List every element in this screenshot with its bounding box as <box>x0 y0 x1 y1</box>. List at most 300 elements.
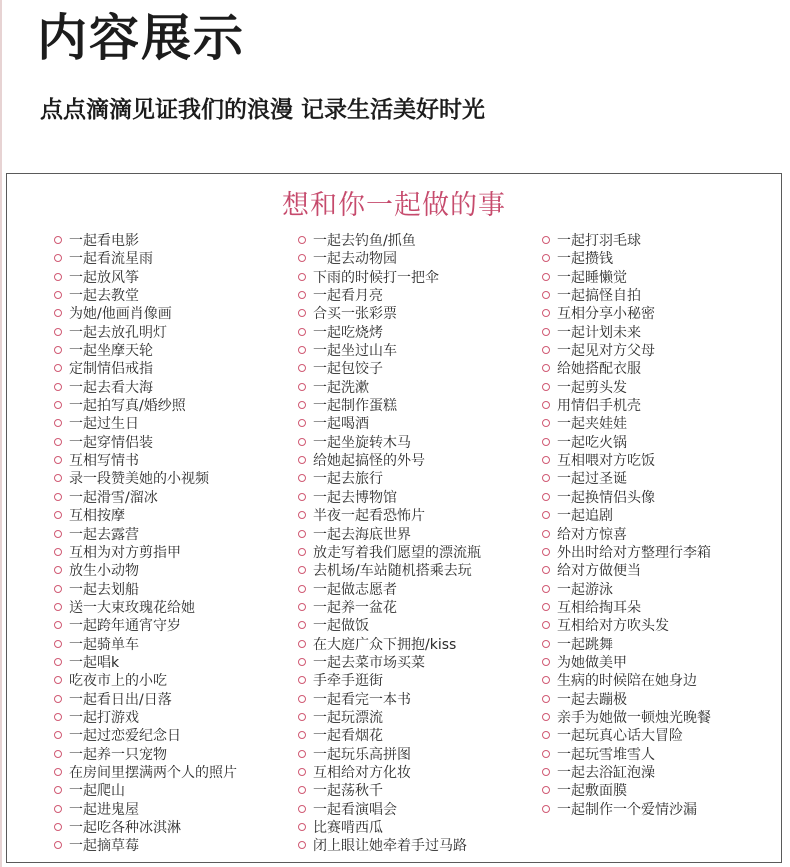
wish-list-item <box>54 305 237 323</box>
wish-item-text: 一起看流星雨 <box>69 251 153 268</box>
wish-item-text: 一起去旅行 <box>313 471 383 488</box>
circle-bullet-icon <box>298 474 306 482</box>
circle-bullet-icon <box>298 273 306 281</box>
wish-item-text: 半夜一起看恐怖片 <box>313 508 425 525</box>
wish-list-item <box>54 434 237 452</box>
circle-bullet-icon <box>54 291 62 299</box>
wish-list-item <box>542 470 711 488</box>
wish-list-item <box>542 691 711 709</box>
wish-list-item <box>542 617 711 635</box>
wish-item-text: 一起养一只宠物 <box>69 746 167 763</box>
wish-list-item <box>542 581 711 599</box>
wish-list-item <box>54 452 237 470</box>
wish-item-text: 一起包饺子 <box>313 361 383 378</box>
wish-item-text: 一起去划船 <box>69 581 139 598</box>
wish-item-text: 一起去海底世界 <box>313 526 411 543</box>
circle-bullet-icon <box>54 640 62 648</box>
page-title: 内容展示 <box>37 9 245 67</box>
circle-bullet-icon <box>54 603 62 611</box>
wish-list-item <box>298 287 481 305</box>
circle-bullet-icon <box>54 383 62 391</box>
wish-list-item <box>542 305 711 323</box>
circle-bullet-icon <box>54 621 62 629</box>
card-title: 想和你一起做的事 <box>282 190 506 221</box>
wish-item-text: 一起攒钱 <box>557 251 613 268</box>
wish-item-text: 一起去钓鱼/抓鱼 <box>313 233 416 249</box>
wish-item-text: 一起进鬼屋 <box>69 801 139 818</box>
circle-bullet-icon <box>542 786 550 794</box>
circle-bullet-icon <box>542 474 550 482</box>
wish-item-text: 一起坐摩天轮 <box>69 343 153 360</box>
circle-bullet-icon <box>542 768 550 776</box>
circle-bullet-icon <box>54 328 62 336</box>
wish-item-text: 生病的时候陪在她身边 <box>557 673 697 690</box>
circle-bullet-icon <box>54 493 62 501</box>
circle-bullet-icon <box>542 309 550 317</box>
wish-item-text: 一起跨年通宵守岁 <box>69 618 181 635</box>
circle-bullet-icon <box>542 346 550 354</box>
wish-list-item <box>298 727 481 745</box>
wish-list-item <box>542 360 711 378</box>
circle-bullet-icon <box>298 401 306 409</box>
circle-bullet-icon <box>542 383 550 391</box>
wish-list-item <box>298 507 481 525</box>
page-subtitle: 点点滴滴见证我们的浪漫 记录生活美好时光 <box>40 97 486 123</box>
circle-bullet-icon <box>542 530 550 538</box>
circle-bullet-icon <box>298 511 306 519</box>
circle-bullet-icon <box>542 328 550 336</box>
wish-list-item <box>542 269 711 287</box>
wish-list-item <box>54 379 237 397</box>
circle-bullet-icon <box>298 309 306 317</box>
circle-bullet-icon <box>298 805 306 813</box>
wish-item-text: 一起过恋爱纪念日 <box>69 728 181 745</box>
wish-list-item <box>54 746 237 764</box>
wish-list-item <box>298 581 481 599</box>
wish-list-item <box>298 342 481 360</box>
wish-item-text: 互相按摩 <box>69 508 125 525</box>
circle-bullet-icon <box>298 621 306 629</box>
wish-item-text: 一起去放孔明灯 <box>69 324 167 341</box>
wish-item-text: 互相写情书 <box>69 453 139 470</box>
wish-item-text: 去机场/车站随机搭乘去玩 <box>313 563 472 580</box>
wish-item-text: 互相分享小秘密 <box>557 306 655 323</box>
wish-item-text: 一起去菜市场买菜 <box>313 654 425 671</box>
circle-bullet-icon <box>54 438 62 446</box>
wish-item-text: 给对方做便当 <box>557 563 641 580</box>
circle-bullet-icon <box>54 768 62 776</box>
wish-list-item <box>298 397 481 415</box>
wish-list-item <box>542 324 711 342</box>
wish-list-item <box>298 544 481 562</box>
wish-column-2 <box>298 232 481 856</box>
circle-bullet-icon <box>298 419 306 427</box>
wish-item-text: 为她/他画肖像画 <box>69 306 172 323</box>
circle-bullet-icon <box>298 254 306 262</box>
wish-item-text: 一起看日出/日落 <box>69 691 172 708</box>
wish-item-text: 一起打羽毛球 <box>557 233 641 249</box>
wish-item-text: 互相为对方剪指甲 <box>69 544 181 561</box>
wish-item-text: 给她搭配衣服 <box>557 361 641 378</box>
wish-list-item <box>54 287 237 305</box>
wish-item-text: 放走写着我们愿望的漂流瓶 <box>313 544 481 561</box>
wish-list-item <box>298 801 481 819</box>
wish-list-item <box>298 324 481 342</box>
circle-bullet-icon <box>298 640 306 648</box>
circle-bullet-icon <box>298 346 306 354</box>
circle-bullet-icon <box>54 731 62 739</box>
wish-list-item <box>298 489 481 507</box>
wish-list-item <box>542 672 711 690</box>
wish-list-item <box>54 709 237 727</box>
circle-bullet-icon <box>542 511 550 519</box>
circle-bullet-icon <box>54 273 62 281</box>
circle-bullet-icon <box>542 273 550 281</box>
wish-item-text: 合买一张彩票 <box>313 306 397 323</box>
circle-bullet-icon <box>298 713 306 721</box>
wish-item-text: 闭上眼让她牵着手过马路 <box>313 838 467 855</box>
circle-bullet-icon <box>298 530 306 538</box>
circle-bullet-icon <box>54 713 62 721</box>
wish-column-3 <box>542 232 711 819</box>
wish-item-text: 一起吃烧烤 <box>313 324 383 341</box>
circle-bullet-icon <box>542 548 550 556</box>
wish-item-text: 送一大束玫瑰花给她 <box>69 599 195 616</box>
wish-list-item <box>298 636 481 654</box>
wish-list-item <box>298 360 481 378</box>
wish-list-item <box>298 764 481 782</box>
circle-bullet-icon <box>542 621 550 629</box>
wish-item-text: 一起摘草莓 <box>69 838 139 855</box>
wish-item-text: 一起爬山 <box>69 783 125 800</box>
wish-item-text: 手牵手逛街 <box>313 673 383 690</box>
wish-item-text: 一起看电影 <box>69 233 139 249</box>
circle-bullet-icon <box>542 456 550 464</box>
wish-list-item <box>298 562 481 580</box>
wish-list-item <box>54 764 237 782</box>
wish-list-item <box>542 801 711 819</box>
wish-list-item <box>54 654 237 672</box>
circle-bullet-icon <box>54 548 62 556</box>
wish-item-text: 一起穿情侣装 <box>69 434 153 451</box>
circle-bullet-icon <box>54 511 62 519</box>
wish-list-item <box>54 599 237 617</box>
wish-item-text: 一起追剧 <box>557 508 613 525</box>
circle-bullet-icon <box>298 676 306 684</box>
wish-item-text: 一起坐过山车 <box>313 343 397 360</box>
wish-item-text: 一起荡秋千 <box>313 783 383 800</box>
wish-list-item <box>54 324 237 342</box>
circle-bullet-icon <box>542 401 550 409</box>
wish-item-text: 一起放风筝 <box>69 269 139 286</box>
wish-item-text: 一起去博物馆 <box>313 489 397 506</box>
circle-bullet-icon <box>542 640 550 648</box>
wish-list-item <box>54 269 237 287</box>
wish-list-item <box>298 599 481 617</box>
circle-bullet-icon <box>542 658 550 666</box>
wish-list-item <box>54 837 237 855</box>
circle-bullet-icon <box>298 786 306 794</box>
wish-list-item <box>298 379 481 397</box>
wish-list-item <box>542 764 711 782</box>
wish-item-text: 一起去教堂 <box>69 288 139 305</box>
wish-list-item <box>542 746 711 764</box>
wish-list-item <box>54 250 237 268</box>
wish-item-text: 一起敷面膜 <box>557 783 627 800</box>
wish-item-text: 给她起搞怪的外号 <box>313 453 425 470</box>
circle-bullet-icon <box>542 254 550 262</box>
wish-item-text: 在房间里摆满两个人的照片 <box>69 764 237 781</box>
wish-item-text: 一起骑单车 <box>69 636 139 653</box>
circle-bullet-icon <box>54 786 62 794</box>
circle-bullet-icon <box>54 309 62 317</box>
wish-item-text: 定制情侣戒指 <box>69 361 153 378</box>
wish-list-item <box>542 452 711 470</box>
circle-bullet-icon <box>54 823 62 831</box>
wish-list-item <box>54 801 237 819</box>
wish-item-text: 一起见对方父母 <box>557 343 655 360</box>
wish-list-item <box>542 415 711 433</box>
wish-list-item <box>298 452 481 470</box>
wish-item-text: 一起夹娃娃 <box>557 416 627 433</box>
wish-list-item <box>542 654 711 672</box>
wish-item-text: 一起去蹦极 <box>557 691 627 708</box>
wish-list-item <box>54 672 237 690</box>
wish-item-text: 一起拍写真/婚纱照 <box>69 398 186 415</box>
wish-item-text: 一起玩雪堆雪人 <box>557 746 655 763</box>
circle-bullet-icon <box>298 328 306 336</box>
wish-list-item <box>298 470 481 488</box>
circle-bullet-icon <box>54 658 62 666</box>
wish-item-text: 一起坐旋转木马 <box>313 434 411 451</box>
wish-item-text: 一起玩乐高拼图 <box>313 746 411 763</box>
circle-bullet-icon <box>54 566 62 574</box>
wish-item-text: 一起吃各种冰淇淋 <box>69 820 181 836</box>
circle-bullet-icon <box>54 474 62 482</box>
circle-bullet-icon <box>298 364 306 372</box>
circle-bullet-icon <box>298 493 306 501</box>
wish-item-text: 一起过生日 <box>69 416 139 433</box>
wish-item-text: 一起打游戏 <box>69 709 139 726</box>
circle-bullet-icon <box>542 750 550 758</box>
circle-bullet-icon <box>542 364 550 372</box>
wish-item-text: 一起看月亮 <box>313 288 383 305</box>
wish-list-item <box>298 709 481 727</box>
wish-list-item <box>298 746 481 764</box>
wish-list-item <box>542 562 711 580</box>
wish-item-text: 一起制作蛋糕 <box>313 398 397 415</box>
wish-column-1 <box>54 232 237 856</box>
wish-item-text: 一起做志愿者 <box>313 581 397 598</box>
wish-item-text: 录一段赞美她的小视频 <box>69 471 209 488</box>
wish-list-item <box>298 837 481 855</box>
wish-list-item <box>298 305 481 323</box>
wish-list-item <box>298 526 481 544</box>
circle-bullet-icon <box>54 254 62 262</box>
wish-item-text: 一起过圣诞 <box>557 471 627 488</box>
circle-bullet-icon <box>54 750 62 758</box>
wish-list-card <box>6 173 782 863</box>
wish-list-item <box>54 470 237 488</box>
circle-bullet-icon <box>54 456 62 464</box>
wish-item-text: 为她做美甲 <box>557 654 627 671</box>
wish-item-text: 一起喝酒 <box>313 416 369 433</box>
circle-bullet-icon <box>298 841 306 849</box>
wish-item-text: 一起去动物园 <box>313 251 397 268</box>
circle-bullet-icon <box>54 676 62 684</box>
wish-list-item <box>54 342 237 360</box>
circle-bullet-icon <box>54 346 62 354</box>
wish-item-text: 一起看完一本书 <box>313 691 411 708</box>
circle-bullet-icon <box>542 805 550 813</box>
circle-bullet-icon <box>298 603 306 611</box>
wish-list-item <box>542 599 711 617</box>
wish-item-text: 互相喂对方吃饭 <box>557 453 655 470</box>
wish-list-item <box>54 544 237 562</box>
wish-list-item <box>54 617 237 635</box>
wish-list-item <box>54 562 237 580</box>
circle-bullet-icon <box>54 841 62 849</box>
wish-item-text: 一起玩真心话大冒险 <box>557 728 683 745</box>
wish-list-item <box>542 232 711 250</box>
wish-item-text: 一起搞怪自拍 <box>557 288 641 305</box>
circle-bullet-icon <box>298 566 306 574</box>
wish-item-text: 一起睡懒觉 <box>557 269 627 286</box>
wish-item-text: 一起做饭 <box>313 618 369 635</box>
wish-list-item <box>54 415 237 433</box>
wish-list-item <box>542 544 711 562</box>
wish-item-text: 一起计划未来 <box>557 324 641 341</box>
wish-item-text: 一起洗漱 <box>313 379 369 396</box>
circle-bullet-icon <box>298 658 306 666</box>
wish-item-text: 一起养一盆花 <box>313 599 397 616</box>
circle-bullet-icon <box>542 291 550 299</box>
wish-item-text: 一起看演唱会 <box>313 801 397 818</box>
wish-list-item <box>298 672 481 690</box>
wish-list-item <box>54 819 237 837</box>
circle-bullet-icon <box>54 236 62 244</box>
circle-bullet-icon <box>54 530 62 538</box>
wish-item-text: 一起剪头发 <box>557 379 627 396</box>
wish-item-text: 一起去浴缸泡澡 <box>557 764 655 781</box>
circle-bullet-icon <box>542 566 550 574</box>
wish-list-item <box>542 250 711 268</box>
wish-item-text: 用情侣手机壳 <box>557 398 641 415</box>
circle-bullet-icon <box>298 548 306 556</box>
wish-list-item <box>54 691 237 709</box>
wish-list-item <box>298 250 481 268</box>
circle-bullet-icon <box>298 456 306 464</box>
circle-bullet-icon <box>542 603 550 611</box>
circle-bullet-icon <box>542 493 550 501</box>
wish-list-item <box>542 526 711 544</box>
wish-list-item <box>542 782 711 800</box>
wish-list-item <box>542 287 711 305</box>
wish-item-text: 在大庭广众下拥抱/kiss <box>313 636 457 653</box>
circle-bullet-icon <box>542 585 550 593</box>
wish-list-item <box>298 434 481 452</box>
wish-list-item <box>54 507 237 525</box>
wish-list-item <box>54 727 237 745</box>
circle-bullet-icon <box>542 236 550 244</box>
wish-list-item <box>298 819 481 837</box>
circle-bullet-icon <box>298 438 306 446</box>
wish-item-text: 互相给掏耳朵 <box>557 599 641 616</box>
circle-bullet-icon <box>54 695 62 703</box>
wish-list-item <box>298 617 481 635</box>
wish-item-text: 亲手为她做一顿烛光晚餐 <box>557 709 711 726</box>
wish-list-item <box>298 782 481 800</box>
circle-bullet-icon <box>298 695 306 703</box>
circle-bullet-icon <box>542 676 550 684</box>
wish-list-item <box>54 232 237 250</box>
circle-bullet-icon <box>298 585 306 593</box>
wish-list-item <box>542 342 711 360</box>
circle-bullet-icon <box>298 823 306 831</box>
circle-bullet-icon <box>542 695 550 703</box>
wish-item-text: 吃夜市上的小吃 <box>69 673 167 690</box>
left-edge-rule <box>0 0 2 867</box>
wish-item-text: 一起滑雪/溜冰 <box>69 489 158 506</box>
wish-item-text: 一起看烟花 <box>313 728 383 745</box>
wish-list-item <box>542 507 711 525</box>
wish-item-text: 一起去看大海 <box>69 379 153 396</box>
circle-bullet-icon <box>298 750 306 758</box>
wish-list-item <box>298 691 481 709</box>
wish-item-text: 一起制作一个爱情沙漏 <box>557 801 697 818</box>
wish-item-text: 下雨的时候打一把伞 <box>313 269 439 286</box>
wish-list-item <box>542 434 711 452</box>
wish-list-item <box>542 397 711 415</box>
circle-bullet-icon <box>54 364 62 372</box>
wish-list-item <box>298 654 481 672</box>
circle-bullet-icon <box>542 713 550 721</box>
wish-item-text: 外出时给对方整理行李箱 <box>557 544 711 561</box>
wish-list-item <box>298 415 481 433</box>
circle-bullet-icon <box>542 438 550 446</box>
circle-bullet-icon <box>298 383 306 391</box>
wish-list-item <box>54 581 237 599</box>
wish-item-text: 给对方惊喜 <box>557 526 627 543</box>
circle-bullet-icon <box>298 291 306 299</box>
wish-item-text: 一起游泳 <box>557 581 613 598</box>
wish-list-item <box>298 232 481 250</box>
wish-item-text: 互相给对方化妆 <box>313 764 411 781</box>
wish-item-text: 一起跳舞 <box>557 636 613 653</box>
wish-item-text: 一起吃火锅 <box>557 434 627 451</box>
wish-list-item <box>54 526 237 544</box>
wish-list-item <box>54 489 237 507</box>
wish-item-text: 一起换情侣头像 <box>557 489 655 506</box>
wish-item-text: 一起唱k <box>69 654 120 671</box>
wish-list-item <box>542 727 711 745</box>
circle-bullet-icon <box>54 585 62 593</box>
circle-bullet-icon <box>542 731 550 739</box>
circle-bullet-icon <box>54 419 62 427</box>
wish-list-item <box>542 709 711 727</box>
circle-bullet-icon <box>298 236 306 244</box>
wish-item-text: 一起玩漂流 <box>313 709 383 726</box>
wish-list-item <box>542 379 711 397</box>
wish-item-text: 互相给对方吹头发 <box>557 618 669 635</box>
circle-bullet-icon <box>298 731 306 739</box>
wish-list-item <box>542 489 711 507</box>
wish-list-item <box>54 782 237 800</box>
wish-item-text: 放生小动物 <box>69 563 139 580</box>
circle-bullet-icon <box>542 419 550 427</box>
circle-bullet-icon <box>54 401 62 409</box>
wish-list-item <box>54 636 237 654</box>
